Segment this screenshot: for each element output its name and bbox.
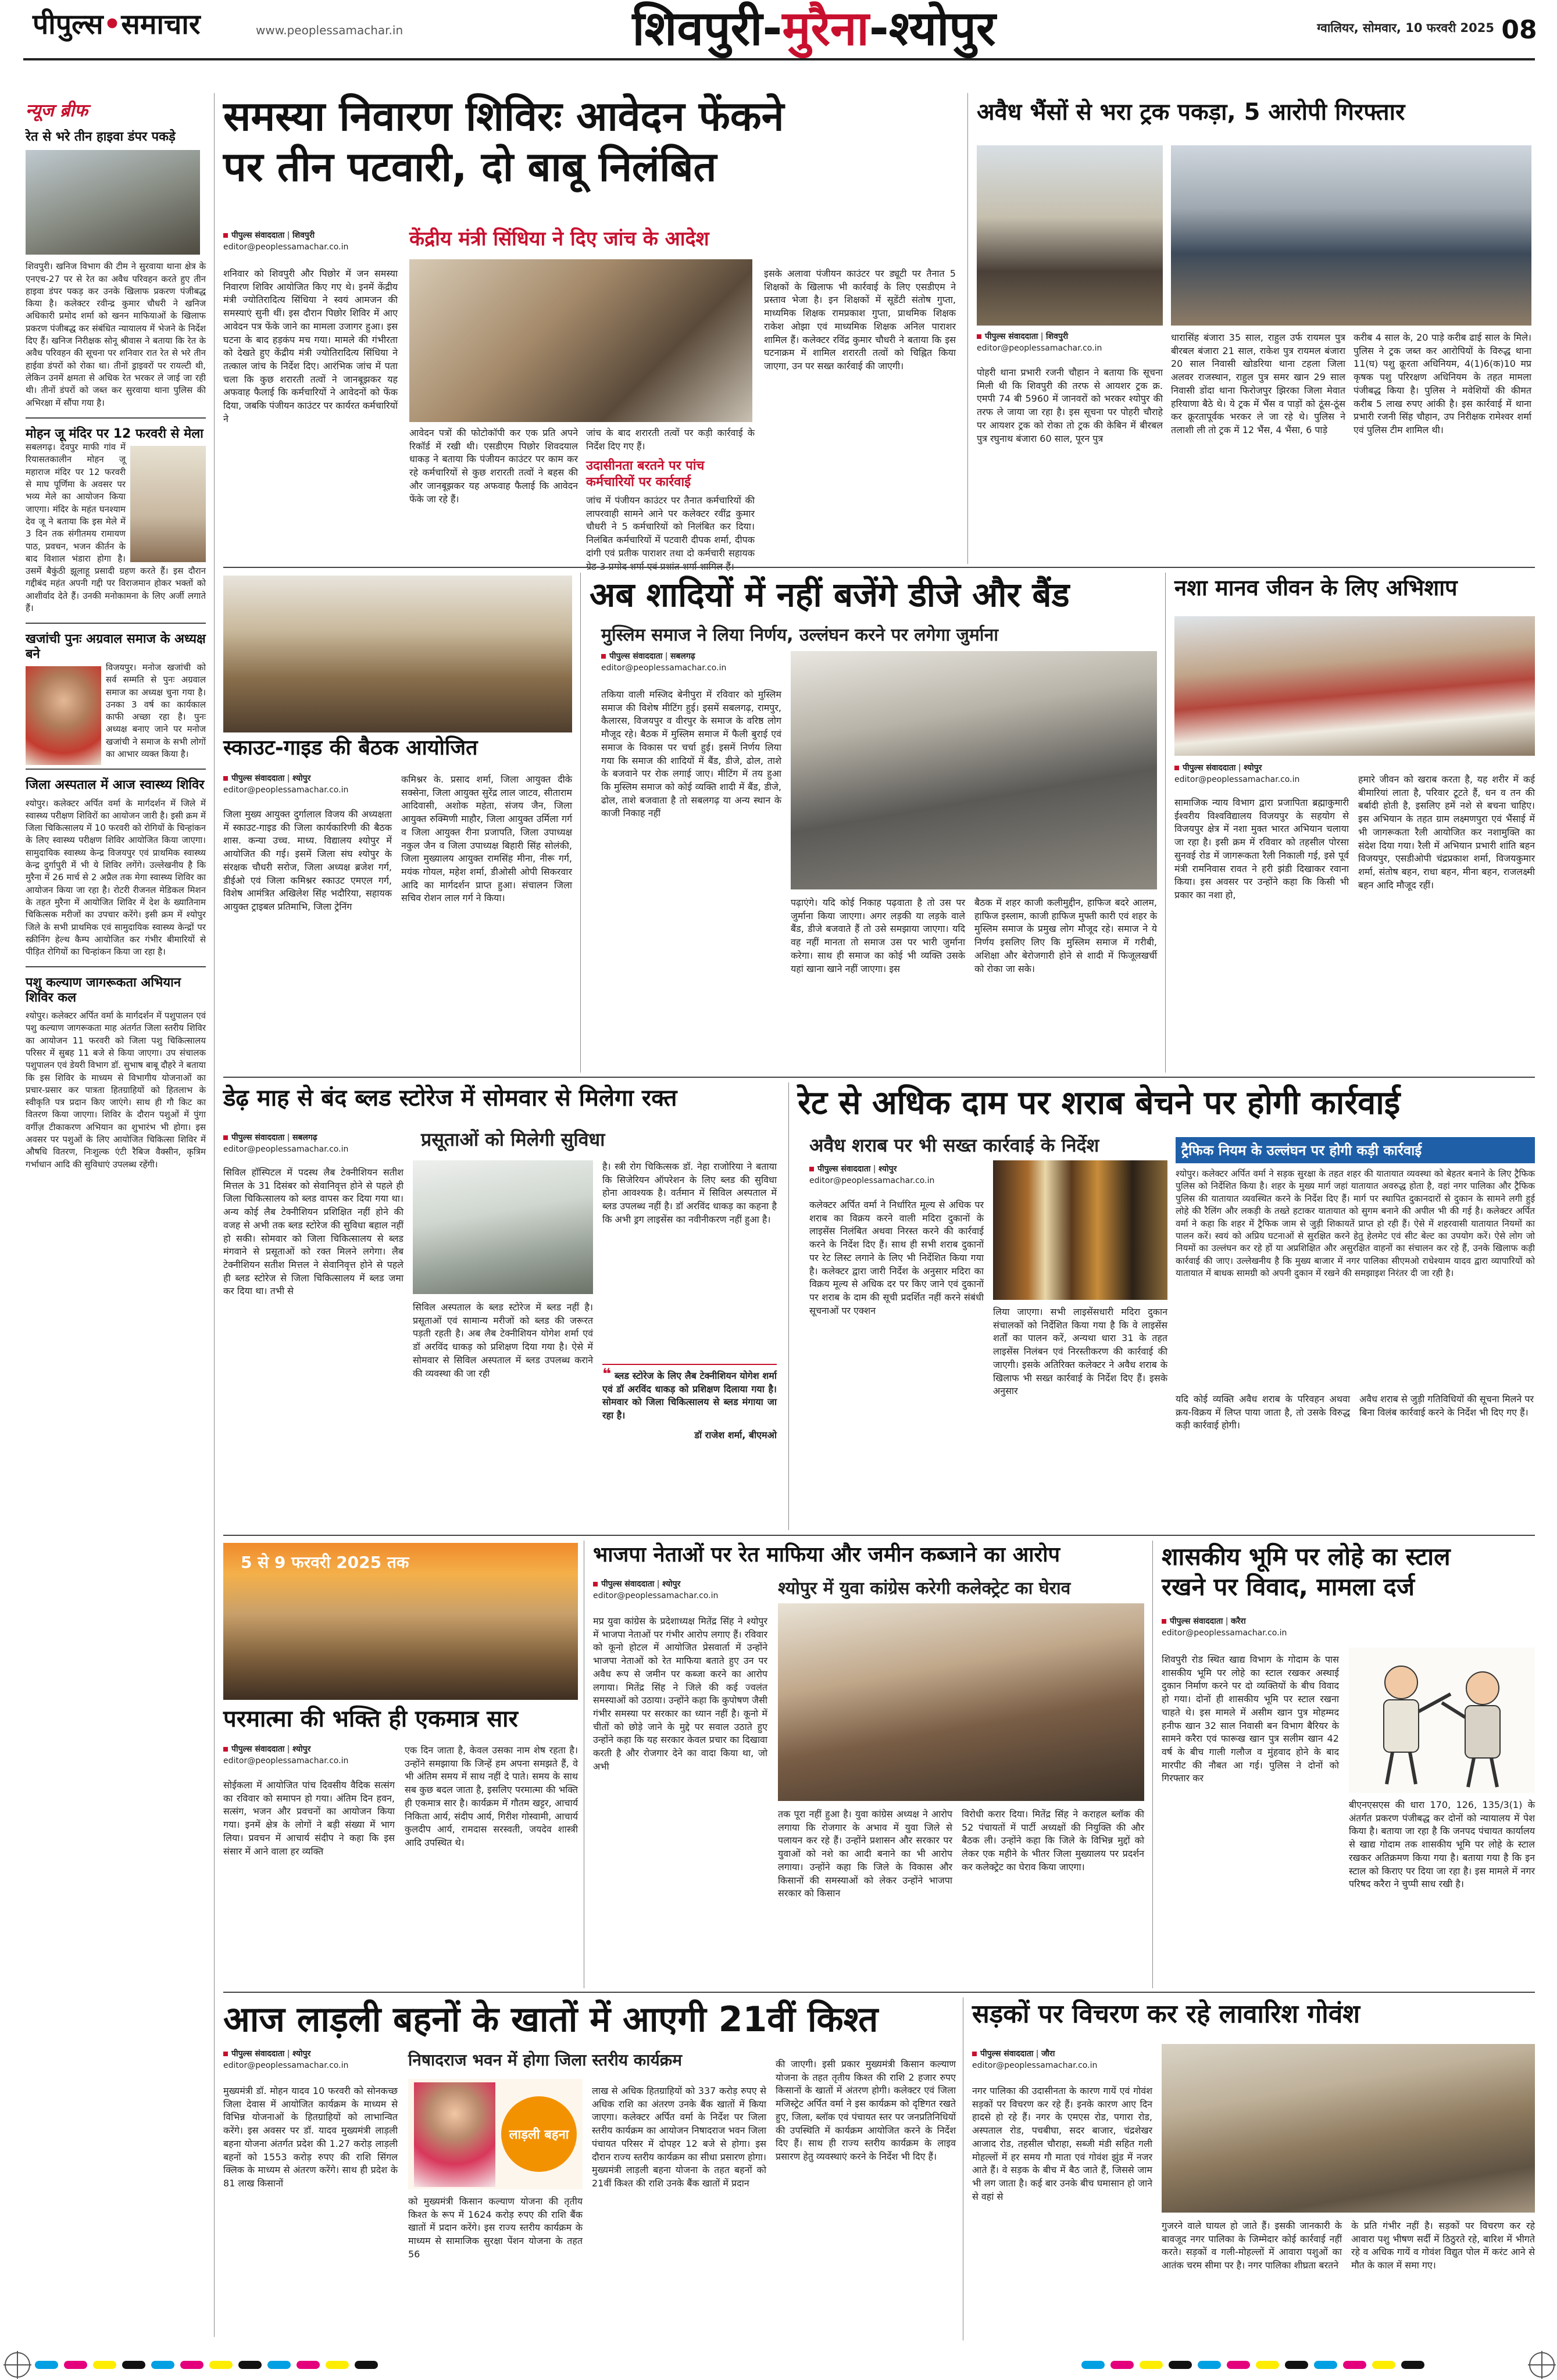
dj-byline: पीपुल्स संवाददाता | सबलगढ़ editor@peoplessamachar.co.in — [601, 651, 781, 674]
lead-subhead: केंद्रीय मंत्री सिंधिया ने दिए जांच के आदेश — [409, 227, 709, 251]
drugs-body-2: हमारे जीवन को खराब करता है, यह शरीर में कई बीमारियां लाता है, परिवार टूटते हैं, धन व तन की बर्बादी होती है, इसलिए हमें नशे से बचना चाहिए। इस अभियान के तहत ग्राम लक्ष्मणपुरा एवं भैंसाई में भी जागरूकता रैली आयोजित कर नशामुक्ति का संदेश दिया गया। रैली में अभियान प्रभारी शांति बहन विजयपुर, एसडीओपी चंद्रप्रकाश शर्मा, विजयकुमार शर्मा, संतोष बहन, राधा बहन, मीना बहन, राजलक्ष्मी बहन आदि मौजूद रहीं। — [1358, 774, 1535, 891]
stall-byline: पीपुल्स संवाददाता | करैरा editor@peoplessamachar.co.in — [1162, 1616, 1535, 1639]
dj-story — [590, 576, 1159, 1070]
byline-name: पीपुल्स संवाददाता — [223, 231, 284, 240]
byline-email: editor@peoplessamachar.co.in — [223, 785, 349, 795]
byline-name: पीपुल्स संवाददाता — [601, 652, 662, 661]
drugs-byline: पीपुल्स संवाददाता | श्योपुर editor@peoplessamachar.co.in — [1174, 763, 1535, 785]
blood-story — [223, 1085, 781, 1527]
blood-headline: डेढ़ माह से बंद ब्लड स्टोरेज में सोमवार से मिलेगा रक्त — [223, 1085, 677, 1112]
byline-name: पीपुल्स संवाददाता — [1174, 763, 1235, 773]
dj-body-2: पढ़ाएंगे। यदि कोई निकाह पढ़वाता है तो उस पर जुर्माना किया जाएगा। अगर लड़की या लड़के वाले बैंड, डीजे बजवाते हैं तो उसे समझाया जाएगा। यदि वह नहीं मानता तो समाज उस पर भारी जुर्माना करेगा। साथ ही समाज का कोई भी व्यक्ति उसके यहां खाना खाने नहीं जाएगा। इस — [791, 897, 965, 974]
blood-photo — [413, 1160, 593, 1294]
bjp-subhead: श्योपुर में युवा कांग्रेस करेगी कलेक्ट्रेट का घेराव — [778, 1578, 1071, 1599]
ladli-body-2: को मुख्यमंत्री किसान कल्याण योजना की तृतीय किश्त के रूप में 1624 करोड़ रुपए की राशि बैंक खातों में प्रदान करेंगे। इस राज्य स्तरीय कार्यक्रम के माध्यम से सामाजिक सुरक्षा पेंशन योजना के तहत 56 — [408, 2196, 583, 2260]
lead-story — [223, 93, 962, 558]
sidebar-rule — [214, 93, 215, 2337]
byline-name: पीपुल्स संवाददाता — [809, 1164, 870, 1174]
buffalo-story — [977, 99, 1535, 564]
drugs-story — [1174, 576, 1535, 1070]
brief-divider — [26, 417, 206, 419]
dj-body-1: तकिया वाली मस्जिद बेनीपुरा में रविवार को मुस्लिम समाज की विशेष मीटिंग हुई। इसमें सबलगढ़, रामपुर, कैलारस, विजयपुर व वीरपुर के समाज के वरिष्ठ लोग मौजूद रहे। बैठक में मुस्लिम समाज में फैली बुराई एवं समाज के विकास पर चर्चा हुई। इसमें निर्णय लिया गया कि समाज की शादियों में बैंड, डीजे, ढोल, ताशे के बजवाने पर रोक लगाई जाए। मीटिंग में तय हुआ कि मुस्लिम समाज को कोई व्यक्ति शादी में बैंड, डीजे, ढोल, ताशे बजवाता है तो सबलगढ़ या अन्य स्थान के काजी निकाह नहीं — [601, 689, 781, 819]
scout-byline: पीपुल्स संवाददाता | श्योपुर editor@peoplessamachar.co.in — [223, 773, 392, 796]
section-title-morena: मुरैना — [782, 1, 869, 56]
color-bar — [35, 2360, 477, 2372]
cows-story — [972, 2000, 1535, 2337]
byline-email: editor@peoplessamachar.co.in — [1174, 774, 1300, 784]
byline-name: पीपुल्स संवाददाता — [593, 1579, 654, 1589]
brief-photo-truck — [26, 150, 200, 255]
buffalo-body-2: धारासिंह बंजारा 35 साल, राहुल उर्फ रायमल पुत्र बीरबल बंजारा 21 साल, राकेश पुत्र रायमल बंजारा 20 साल निवासी खोडरिया थाना टहला जिला अलवर राजस्थान, राहुल पुत्र समर खान 29 साल निवासी डोंदा थाना फिरोजपुर झिरका जिला मेवात हरियाणा बैठे थे। ये ट्रक में भैंस व पाड़ों को ठूंस-ठूंस कर क्रूरतापूर्वक भरकर ले जा रहे थे। पुलिस ने तलाशी ली तो ट्रक में 12 भैंस, 4 भैंसा, 6 पाड़े — [1171, 332, 1345, 436]
brief-health-camp — [26, 778, 206, 958]
byline-place: सबलगढ़ — [292, 1133, 317, 1142]
ladli-logo — [408, 2079, 583, 2189]
blood-byline: पीपुल्स संवाददाता | सबलगढ़ editor@peoplessamachar.co.in — [223, 1132, 403, 1155]
buffalo-body-3: करीब 4 साल के, 20 पाड़े करीब ढाई साल के मिले। पुलिस ने ट्रक जब्त कर आरोपियों के विरुद्ध थाना 11(घ) पशु क्रूरता अधिनियम, 4(1)6(क)10 मप्र कृषक पशु परिरक्षण अधिनियम के तहत मामला पंजीबद्ध किया है। पुलिस ने मवेशियों की कीमत करीब 5 लाख रुपए आंकी है। इस कार्रवाई में थाना प्रभारी रजनी सिंह चौहान, उप निरीक्षक रामेश्वर शर्मा एवं पुलिस टीम शामिल थी। — [1354, 332, 1531, 436]
ladli-body-3: लाख से अधिक हितग्राहियों को 337 करोड़ रुपए से अधिक राशि का अंतरण उनके बैंक खातों में किया जाएगा। कलेक्टर अर्पित वर्मा के निर्देश पर जिला स्तरीय कार्यक्रम का आयोजन निषादराज भवन जिला पंचायत परिसर में दोपहर 12 बजे से होगा। इस दौरान राज्य स्तरीय कार्यक्रम का सीधा प्रसारण होगा। मुख्यमंत्री लाड़ली बहना योजना के तहत बहनों को 21वीं किश्त की राशि उनके बैंक खातों में प्रदान — [592, 2085, 766, 2189]
row3-rule — [223, 1535, 1535, 1536]
ladli-logo-badge: लाड़ली बहना — [501, 2096, 577, 2172]
lead-right-rule — [967, 93, 968, 564]
lead-body-col2b: जांच में पंजीयन काउंटर पर तैनात कर्मचारियों की लापरवाही सामने आने पर कलेक्टर रवींद्र कुमार चौधरी ने 5 कर्मचारियों को निलंबित कर दिया। निलंबित कर्मचारियों में पटवारी दीपक शर्मा, दीपक दांगी एवं प्रतीक पाराशर तथा दो कर्मचारी सहायक — [586, 495, 755, 559]
cows-photo — [1162, 2044, 1535, 2213]
news-brief-label: न्यूज ब्रीफ — [26, 101, 88, 121]
byline-place: जौरा — [1041, 2049, 1055, 2059]
buffalo-byline: पीपुल्स संवाददाता | शिवपुरी editor@peoplessamachar.co.in — [977, 331, 1163, 354]
stall-headline-1: शासकीय भूमि पर लोहे का स्टाल — [1162, 1542, 1451, 1571]
byline-email: editor@peoplessamachar.co.in — [1162, 1628, 1287, 1638]
spiritual-body-2: एक दिन जाता है, केवल उसका नाम शेष रहता है। उन्होंने समझाया कि जिन्हें हम अपना समझते हैं, वे भी अंतिम समय में साथ नहीं दे पाते। समय के साथ सब कुछ बदल जाता है, इसलिए परमात्मा की भक्ति ही एकमात्र सार है। कार्यक्रम में गौतम खट्टर, आचार्य निकिता आर्य, संदीप आर्य, गिरीश गोस्वामी, आचार्य कुलदीप आर्य, रामदास सरस्वती, जयदेव शास्त्री आदि उपस्थित थे। — [405, 1745, 578, 1849]
lead-byline: पीपुल्स संवाददाता | शिवपुरी editor@peoplessamachar.co.in — [223, 230, 398, 253]
brief-body: सबलगढ़। देवपुर माफी गांव में रियासतकालीन मोहन जू महाराज मंदिर पर 12 फरवरी से माघ पूर्णिमा के अवसर पर भव्य मेले का आयोजन किया जाएगा। मंदिर के महंत घनश्याम देव जू ने बताया कि इस मेले में 3 दिन तक संगीतमय रामायण पाठ, प्रवचन, भजन कीर्तन के बाद विशाल भंडारा होगा है। उसमें बैकुंठी झूलाहू प्रसादी ग्रहण करते हैं। इस दौरान गद्दीबंद महंत अपनी गद्दी पर विराजमान होकर भक्तों को आशीर्वाद देते हैं। उनकी मनोकामना के लिए अर्जी लगाते हैं। — [26, 442, 206, 614]
buffalo-photo-accused — [1171, 145, 1531, 326]
logo-part-1: पीपुल्स — [33, 8, 103, 41]
brief-body: श्योपुर। कलेक्टर अर्पित वर्मा के मार्गदर्शन में जिले में स्वास्थ्य परीक्षण शिविरों का आयोजन जारी है। इसी क्रम में जिला चिकित्सालय में 10 फरवरी को रोगियों के चिन्हांकन के लिए स्वास्थ्य परीक्षण शिविर आयोजित किया जाएगा। सामुदायिक स्वास्थ्य केन्द्र विजयपुर एवं प्राथमिक स्वास्थ्य केन्द्र दुर्गापुरी में भी ये शिविर लगेंगे। उल्लेखनीय है कि मुरैना में 26 मार्च से 2 अप्रैल तक मेगा स्वास्थ्य शिविर का आयोजन किया जा रहा है। रोटरी रीजनल मेडिकल मिशन के तहत मुरैना में आयोजित शिविर में देश के ख्यातिनाम चिकित्सक मरीजों का उपचार करेंगे। इसी क्रम में श्योपुर जिले के सभी प्राथमिक एवं सामुदायिक स्वास्थ्य केन्द्रों पर स्क्रीनिंग हेल्थ कैम्प आयोजित कर गंभीर बीमारियों से पीड़ित रोगियों का चिन्हांकन किया जा रहा है। — [26, 798, 206, 957]
bjp-body-2: तक पूरा नहीं हुआ है। युवा कांग्रेस अध्यक्ष ने आरोप लगाया कि रोजगार के अभाव में युवा जिले से पलायन कर रहे हैं। उन्होंने प्रशासन और सरकार पर युवाओं को नशे का आदी बनाने का भी आरोप लगाया। उन्होंने कहा कि जिले के विकास और किसानों की समस्याओं को लेकर उन्होंने भाजपा सरकार को किसान — [778, 1809, 952, 1899]
blood-right-rule — [788, 1082, 789, 1530]
dateline: ग्वालियर, सोमवार, 10 फरवरी 2025 — [1317, 21, 1494, 35]
stall-headline-2: रखने पर विवाद, मामला दर्ज — [1162, 1573, 1415, 1602]
byline-place: श्योपुर — [878, 1164, 897, 1174]
spiritual-photo — [223, 1543, 578, 1700]
scout-body-2: कमिश्नर के. प्रसाद शर्मा, जिला आयुक्त दीके सक्सेना, जिला आयुक्त सुरेंद्र लाल जाटव, सीताराम आदिवासी, अशोक महेता, संजय जैन, जिला आयुक्त रुक्मिणी माहौर, जिला आयुक्त उर्मिला गर्ग व जिला आयुक्त रीना प्रजापति, जिला उपाध्यक्ष नकुल जैन व जिला उपाध्यक्ष बिहारी सिंह सोलंकी, जिला मुख्यालय आयुक्त रामसिंह मीना, नीरू गर्ग, मयंक गोयल, महेश शर्मा, डीओसी ओपी सिकरवार आदि का मार्गदर्शन प्राप्त हुआ। संचालन जिला सचिव रोशन लाल गर्ग ने किया। — [401, 774, 572, 904]
dj-body-3: बैठक में शहर काजी कलीमुद्दीन, हाफिज बदरे आलम, हाफिज इस्लाम, काजी हाफिज मुफ्ती कारी एवं शहर के मुस्लिम समाज के प्रमुख लोग मौजूद रहे। समाज ने ये निर्णय इसलिए लिए कि मुस्लिम समाज में गरीबी, अशिक्षा और बेरोजगारी होने से शादी में फिजूलखर्ची को रोका जा सके। — [974, 897, 1157, 974]
byline-email: editor@peoplessamachar.co.in — [593, 1591, 719, 1600]
bjp-byline: पीपुल्स संवाददाता | श्योपुर editor@peoplessamachar.co.in — [593, 1579, 767, 1602]
buffalo-photo-herd — [977, 145, 1163, 326]
brief-title: रेत से भरे तीन हाइवा डंपर पकड़े — [26, 130, 176, 144]
byline-place: श्योपुर — [662, 1579, 681, 1589]
section-title-shivpuri: शिवपुरी- — [632, 1, 783, 56]
liquor-headline: रेट से अधिक दाम पर शराब बेचने पर होगी कार्रवाई — [798, 1084, 1401, 1122]
blood-quote-box — [602, 1364, 777, 1521]
buffalo-body-1: पोहरी थाना प्रभारी रजनी चौहान ने बताया कि सूचना मिली थी कि शिवपुरी की तरफ से आयशर ट्रक क्र. एमपी 74 बी 5960 में जानवरों को भरकर श्योपुर की तरफ ले जाया जा रहा है। इस सूचना पर पोहरी चौराहे पर आयशर ट्रक को रोका तो ट्रक की केबिन में बीरबल पुत्र रघुनाथ बंजारा 60 साल, पूरन पुत्र — [977, 367, 1163, 444]
fight-illustration-icon — [1349, 1648, 1535, 1793]
lead-headline-1: समस्या निवारण शिविरः आवेदन फेंकने — [223, 92, 784, 140]
liquor-body-3: यदि कोई व्यक्ति अवैध शराब के परिवहन अथवा क्रय-विक्रय में लिप्त पाया जाता है, तो उसके विरुद्ध कड़ी कार्रवाई होगी। — [1176, 1393, 1350, 1431]
brief-divider — [26, 966, 206, 967]
brief-body: विजयपुर। मनोज खजांची को सर्व सम्मति से पुनः अग्रवाल समाज का अध्यक्ष चुना गया है। उनका 3 वर्ष का कार्यकाल काफी अच्छा रहा है। पुनः अध्यक्ष बनाए जाने पर मनोज खजांची ने समाज के सभी लोगों का आभार व्यक्त किया है। — [106, 662, 206, 759]
liquor-story — [798, 1085, 1535, 1527]
brief-title: पशु कल्याण जागरूकता अभियान शिविर कल — [26, 975, 181, 1005]
paper-logo — [33, 8, 200, 41]
brief-mohan-fair — [26, 427, 206, 614]
byline-email: editor@peoplessamachar.co.in — [223, 2060, 349, 2070]
news-brief-sidebar — [26, 98, 206, 2330]
brief-body: श्योपुर। कलेक्टर अर्पित वर्मा के मार्गदर्शन में पशुपालन एवं पशु कल्याण जागरूकता माह अंतर्गत जिला स्तरीय शिविर का आयोजन 11 फरवरी को जिला पशु चिकित्सालय परिसर में सुबह 11 बजे से किया जाएगा। उप संचालक पशुपालन एवं डेयरी विभाग डॉ. सुभाष बाबू दौहरे ने बताया कि इस शिविर के माध्यम से विभागीय योजनाओं का प्रचार-प्रसार कर पात्रता हितग्राहियों को हितलाभ के स्वीकृति पत्र प्रदान किए जाएंगे। साथ ही गौ किट का वितरण किया जाएगा। शिविर के दौरान पशुओं में पुंगा वर्गीज़ टीकाकरण अभियान का शुभारंभ भी होगा। इस अवसर पर पशुओं के लिए आयोजित चिकित्सा शिविर में औषधि वितरण, निःशुल्क एंटी रैबिज वैक्सीन, कृत्रिम गर्भाधान आदि की सुविधाएं उपलब्ध रहेंगी। — [26, 1010, 206, 1170]
ladli-body-1: मुख्यमंत्री डॉ. मोहन यादव 10 फरवरी को सोनकच्छ जिला देवास में आयोजित कार्यक्रम के माध्यम से विभिन्न योजनाओं के हितग्राहियों को लाभान्वित करेंगे। इस अवसर पर डॉ. यादव मुख्यमंत्री लाड़ली बहना योजना अंतर्गत प्रदेश की 1.27 करोड़ लाड़ली बहनों को 1553 करोड़ रुपए की राशि सिंगल क्लिक के माध्यम से अंतरण करेंगे। साथ ही प्रदेश के 81 लाख किसानों — [223, 2085, 398, 2189]
byline-email: editor@peoplessamachar.co.in — [809, 1175, 935, 1185]
row1-rule — [223, 567, 1535, 568]
quote-author: डॉ राजेश शर्मा, बीएमओ — [694, 1429, 777, 1441]
byline-name: पीपुल्स संवाददाता — [223, 774, 284, 783]
masthead-underline — [23, 58, 1535, 60]
cows-byline: पीपुल्स संवाददाता | जौरा editor@peoplessamachar.co.in — [972, 2049, 1152, 2071]
ladli-byline: पीपुल्स संवाददाता | श्योपुर editor@peoplessamachar.co.in — [223, 2049, 398, 2071]
bjp-photo — [778, 1603, 1144, 1801]
spiritual-story — [223, 1543, 578, 1985]
dj-right-rule — [1165, 573, 1166, 1073]
liquor-body-4: अवैध शराब से जुड़ी गतिविधियों की सूचना मिलने पर बिना विलंब कार्रवाई करने के निर्देश भी दिए गए हैं। — [1359, 1393, 1534, 1418]
lead-headline-2: पर तीन पटवारी, दो बाबू निलंबित — [223, 142, 717, 191]
brief-divider — [26, 623, 206, 624]
drugs-body-1: सामाजिक न्याय विभाग द्वारा प्रजापिता ब्रह्माकुमारी ईश्वरीय विश्वविद्यालय विजयपुर के सहयोग से विजयपुर क्षेत्र में नशा मुक्त भारत अभियान चलाया जा रहा है। इसी क्रम में रविवार को तहसील पोरसा सुनवई रोड में जागरूकता रैली निकाली गई, इसे पूर्व मंत्री रामनिवास रावत ने हरी झंडी दिखाकर रवाना किया। इस अवसर पर उन्होंने कहा कि किसी भी प्रकार का नशा हो, — [1174, 797, 1349, 901]
quote-marker-icon: ❝ — [602, 1366, 612, 1383]
spiritual-body-1: सोईकला में आयोजित पांच दिवसीय वैदिक सत्संग का रविवार को समापन हो गया। अंतिम दिन हवन, सत्संग, भजन और प्रवचनों का आयोजन किया गया। इनमें क्षेत्र के लोगों ने बड़ी संख्या में भाग लिया। प्रवचन में आचार्य संदीप ने कहा कि इस संसार में आने वाला हर व्यक्ति — [223, 1779, 395, 1857]
ladli-story — [223, 2000, 956, 2337]
bjp-headline: भाजपा नेताओं पर रेत माफिया और जमीन कब्जाने का आरोप — [593, 1543, 1060, 1567]
byline-name: पीपुल्स संवाददाता — [223, 2049, 284, 2059]
blood-body-3: है। स्त्री रोग चिकित्सक डॉ. नेहा राजोरिया ने बताया कि सिजेरियन ऑपरेशन के लिए ब्लड की सुविधा होना आवश्यक है। वर्तमान में सिविल अस्पताल में ब्लड उपलब्ध नहीं है। डॉ अरविंद धाकड़ का कहना है कि अभी ड्रग लाइसेंस का नवीनीकरण नहीं हुआ है। — [602, 1161, 777, 1225]
byline-email: editor@peoplessamachar.co.in — [972, 2060, 1098, 2070]
liquor-subhead: अवैध शराब पर भी सख्त कार्रवाई के निर्देश — [809, 1134, 1099, 1156]
bjp-right-rule — [1152, 1541, 1153, 1988]
scout-photo — [223, 576, 572, 732]
page-number: 08 — [1501, 15, 1537, 45]
row4-rule — [223, 1992, 1535, 1993]
masthead — [0, 0, 1557, 64]
ladli-headline: आज लाड़ली बहनों के खातों में आएगी 21वीं किश्त — [223, 1999, 879, 2040]
color-bar — [1081, 2360, 1523, 2372]
brief-photo-temple — [130, 446, 206, 562]
row2-rule — [223, 1077, 1535, 1078]
brief-title: जिला अस्पताल में आज स्वास्थ्य शिविर — [26, 778, 205, 793]
byline-email: editor@peoplessamachar.co.in — [977, 343, 1102, 353]
lead-body-col2-top: जांच के बाद शरारती तत्वों पर कड़ी कार्रवाई के निर्देश दिए गए हैं। — [586, 427, 755, 452]
liquor-body-2: लिया जाएगा। सभी लाइसेंसधारी मदिरा दुकान संचालकों को निर्देशित किया गया है कि वे लाइसेंस शर्तों का पालन करें, अन्यथा धारा 31 के तहत लाइसेंस निलंबन एवं निरस्तीकरण की कार्रवाई की जाएगी। इसके अतिरिक्त कलेक्टर ने अवैध शराब के खिलाफ भी सख्त कार्रवाई के निर्देश दिए हैं। इसके अनुसार — [993, 1306, 1167, 1397]
byline-place: शिवपुरी — [1045, 332, 1069, 341]
lead-inner-heading: उदासीनता बरतने पर पांच कर्मचारियों पर कार्रवाई — [586, 459, 705, 489]
blood-body-2: सिविल अस्पताल के ब्लड स्टोरेज में ब्लड नहीं है। प्रसूताओं एवं सामान्य मरीजों को ब्लड की जरूरत पड़ती रहती है। अब लैब टेक्नीशियन योगेश शर्मा एवं डॉ अरविंद धाकड़ को प्रशिक्षण दिया गया है। ऐसे में सोमवार से सिविल अस्पताल में ब्लड उपलब्ध कराने की व्यवस्था की जा रही — [413, 1302, 593, 1379]
liquor-byline: पीपुल्स संवाददाता | श्योपुर editor@peoplessamachar.co.in — [809, 1164, 990, 1187]
lead-photo-continued: आवेदन पत्रों की फोटोकॉपी कर एक प्रति अपने रिकॉर्ड में रखी थी। एसडीएम पिछोर शिवदयाल धाकड़ ने बताया कि पंजीयन काउंटर पर काम कर रहे कर्मचारियों से कुछ शरारती तत्वों ने बहस की और जानबूझकर यह अफवाह फैलाई कि आवेदन फेंके जा रहे हैं। — [409, 427, 578, 505]
lead-photo — [409, 259, 752, 422]
dj-headline: अब शादियों में नहीं बजेंगे डीजे और बैंड — [590, 575, 1070, 614]
registration-mark-icon — [1529, 2352, 1555, 2378]
cows-headline: सड़कों पर विचरण कर रहे लावारिश गोवंश — [972, 1999, 1360, 2029]
byline-name: पीपुल्स संवाददाता — [977, 332, 1038, 341]
bjp-body-3: विरोधी करार दिया। मितेंद्र सिंह ने कराहल ब्लॉक की 52 पंचायतों में पार्टी अध्यक्षों की नियुक्ति की और बैठक ली। उन्होंने कहा कि जिले के विभिन्न मुद्दों को लेकर एक महीने के भीतर जिला मुख्यालय पर प्रदर्शन कर कलेक्ट्रेट का घेराव किया जाएगा। — [962, 1809, 1144, 1872]
traffic-box — [1176, 1137, 1535, 1387]
scout-body-1: जिला मुख्य आयुक्त दुर्गालाल विजय की अध्यक्षता में स्काउट-गाइड की जिला कार्यकारिणी की बैठक शास. कन्या उच्च. माध्य. विद्यालय श्योपुर में आयोजित की गई। इसमें जिला संघ श्योपुर के संरक्षक चौधरी सरोज, जिला अध्यक्ष ब्रजेश गर्ग, डीईओ एवं जिला कमिश्नर स्काउट एमएल गर्ग, विशेष आमंत्रित अखिलेश सिंह भदौरिया, सहायक आयुक्त ट्राइबल प्रतिमाभि, जिला ट्रेनिंग — [223, 809, 392, 913]
bjp-body-1: मप्र युवा कांग्रेस के प्रदेशाध्यक्ष मितेंद्र सिंह ने श्योपुर में भाजपा नेताओं पर गंभीर आरोप लगाए हैं। रविवार को कूनो होटल में आयोजित प्रेसवार्ता में उन्होंने भाजपा नेताओं को रेत माफिया बताते हुए उन पर अवैध रूप से जमीन पर कब्जा करने का आरोप लगाया। मितेंद्र सिंह ने जिले की कई ज्वलंत समस्याओं को उठाया। उन्होंने कहा कि कुपोषण जैसी गंभीर समस्या पर सरकार का ध्यान नहीं है। कूनो में चीतों को छोड़े जाने के मुद्दे पर सवाल उठाते हुए उन्होंने कहा कि यह सरकार केवल प्रचार का दिखावा करती है और रोजगार देने का वादा किया था, जो अभी — [593, 1616, 767, 1772]
registration-mark-icon — [5, 2352, 30, 2378]
brief-body: शिवपुरी। खनिज विभाग की टीम ने सुरवाया थाना क्षेत्र के एनएच-27 पर से रेत का अवैध परिवहन करते हुए तीन हाइवा डंपर पकड़ कर उनके खिलाफ प्रकरण पंजीबद्ध किया है। कलेक्टर रवीन्द्र कुमार चौधरी ने खनिज अधिकारी प्रमोद शर्मा को खनन माफियाओं के खिलाफ प्रकरण पंजीबद्ध कर संबंधित न्यायालय में भेजने के निर्देश दिए हैं। खनिज निरीक्षक सोनू श्रीवास ने बताया कि रेत के अवैध परिवहन की सूचना पर शनिवार रात रेत से भरे तीन हाईवा डंपरों को रोका था। तीनों ड्राइवरों पर रायल्टी थी, लेकिन उनमें क्षमता से अधिक रेत भरकर ले जाई जा रही थी। तीनों डंपरों को जब्त कर सुरवाया थाना पुलिस की अभिरक्षा में सौंपा गया है। — [26, 261, 206, 408]
byline-place: सबलगढ़ — [670, 652, 695, 661]
ladli-body-4: की जाएगी। इसी प्रकार मुख्यमंत्री किसान कल्याण योजना के तहत तृतीय किश्त की राशि 2 हजार रुपए किसानों के खातों में अंतरण होगी। कलेक्टर एवं जिला मजिस्ट्रेट अर्पित वर्मा ने इस कार्यक्रम को दृष्टिगत रखते हुए, जिला, ब्लॉक एवं पंचायत स्तर पर जनप्रतिनिधियों की उपस्थिति में कार्यक्रम आयोजित करने के निर्देश दिए हैं। साथ ही राज्य स्तरीय कार्यक्रम के लाइव प्रसारण हेतु व्यवस्थाएं करने के निर्देश भी दिए हैं। — [776, 2059, 956, 2163]
byline-place: शिवपुरी — [292, 231, 315, 240]
dj-photo — [791, 651, 1157, 889]
drugs-headline: नशा मानव जीवन के लिए अभिशाप — [1174, 575, 1458, 601]
lead-body-col3: इसके अलावा पंजीयन काउंटर पर ड्यूटी पर तैनात 5 शिक्षकों के खिलाफ भी कार्रवाई के लिए एसडीएम ने प्रस्ताव भेजा है। इन शिक्षकों में सूडेंटी संतोष गुप्ता, माध्यमिक शिक्षक रामप्रकाश गुप्ता, प्राथमिक शिक्षक राकेश ओझा एवं माध्यमिक शिक्षक अनिल पाराशर शामिल हैं। कलेक्टर रविंद्र कुमार चौधरी ने बताया कि इस घटनाक्रम में शामिल शरारती तत्वों को चिह्नित किया जाएगा, उन पर सख्त कार्रवाई की जाएगी। — [764, 268, 956, 372]
ladli-subhead: निषादराज भवन में होगा जिला स्तरीय कार्यक्रम — [408, 2050, 683, 2070]
cows-body-3: के प्रति गंभीर नहीं है। सड़कों पर विचरण कर रहे आवारा पशु भीषण सर्दी में ठिठुरते रहे, बारिश में भीगते रहे व अधिक गायें व गोवंश विद्युत पोल में करंट आने से मौत के काल में समा गए। — [1351, 2220, 1535, 2271]
traffic-body: श्योपुर। कलेक्टर अर्पित वर्मा ने सड़क सुरक्षा के तहत शहर की यातायात व्यवस्था को बेहतर बनाने के लिए ट्रैफिक पुलिस को निर्देशित किया है। शहर के मुख्य मार्ग जहां यातायात अवरुद्ध होता है, वहां नगर पालिका और ट्रैफिक पुलिस की यातायात व्यवस्थित करने के निर्देश दिए हैं। मार्ग पर स्थापित दुकानदारों से दुकान के सामने लगी हुई लोहे की रैलिंग और लकड़ी के तख्ते हटाकर यातायात को सुगम बनाने की अपील भी की गई है। कलेक्टर अर्पित वर्मा ने कहा कि शहर में ट्रैफिक जाम से जुड़ी शिकायतें प्राप्त हो रही हैं। ऐसे में शहरवासी यातायात नियमों का पालन करें। स्वयं को अप्रिय घटनाओं से सुरक्षित करने हेतु हेलमेट एवं सीट बेल्ट का उपयोग करें। ऐसे लोग जो नियमों का उल्लंघन कर रहे हों या अप्रशिक्षित और असुरक्षित वाहनों का संचालन कर रहे हैं, उनके खिलाफ कड़ी कार्रवाई की जाए। उल्लेखनीय है कि मुख्य बाजार में नगर पालिका सीएमओ राधेश्याम यादव द्वारा व्यापारियों को यातायात में बाधक सामग्री को अपनी दुकान में रखने की समझाइश निरंतर दी जा रही है। — [1176, 1168, 1535, 1279]
byline-place: श्योपुर — [292, 1745, 311, 1754]
cows-body-1: नगर पालिका की उदासीनता के कारण गायें एवं गोवंश सड़कों पर विचरण कर रहे हैं। इनके कारण आए दिन हादसे हो रहे हैं। नगर के एमएस रोड, पगारा रोड, अस्पताल रोड, पचबीघा, सदर बाजार, चंद्रशेखर आजाद रोड, तहसील चौराहा, सब्जी मंडी सहित गली मोहल्लों में हर समय गौ माता एवं गोवंश झुंड में नजर आते हैं। वे सड़क के बीच में बैठ जाते हैं, जिससे जाम भी लग जाता है। कई बार उनके बीच घमासान हो जाने से वहां से — [972, 2085, 1152, 2202]
dj-subhead: मुस्लिम समाज ने लिया निर्णय, उल्लंघन करने पर लगेगा जुर्माना — [601, 625, 998, 645]
traffic-headline: ट्रैफिक नियम के उल्लंघन पर होगी कड़ी कार्रवाई — [1176, 1137, 1535, 1163]
stall-story — [1162, 1543, 1535, 1985]
byline-place: करैरा — [1230, 1617, 1246, 1626]
website-url: www.peoplessamachar.in — [256, 23, 403, 37]
byline-name: पीपुल्स संवाददाता — [223, 1745, 284, 1754]
section-title-sheopur: -श्योपुर — [869, 1, 996, 56]
section-title — [523, 1, 1105, 57]
scout-right-rule — [580, 573, 581, 1073]
brief-divider — [26, 769, 206, 770]
byline-place: श्योपुर — [292, 774, 311, 783]
byline-name: पीपुल्स संवाददाता — [223, 1133, 284, 1142]
ladli-portrait — [414, 2082, 495, 2187]
brief-title: खजांची पुनः अग्रवाल समाज के अध्यक्ष बने — [26, 632, 206, 662]
stall-body-2: बीएनएसएस की धारा 170, 126, 135/3(1) के अंतर्गत प्रकरण पंजीबद्ध कर दोनों को न्यायालय में पेश किया है। बताया जा रहा है कि जनपद पंचायत कार्यालय से खाद्य गोदाम तक शासकीय भूमि पर लोहे के स्टाल रखकर अतिक्रमण किया गया है। बताया गया है कि इन स्टाल को किराए पर दिया जा रहा है। इस मामले में नगर परिषद करैरा ने चुप्पी साध रखी है। — [1349, 1799, 1535, 1890]
stall-body-1: शिवपुरी रोड स्थित खाद्य विभाग के गोदाम के पास शासकीय भूमि पर लोहे का स्टाल रखकर अस्थाई दुकान निर्माण करने पर दो व्यक्तियों के बीच विवाद हो गया। दोनों ही शासकीय भूमि पर स्टाल रखना चाहते थे। इस मामले में असीम खान पुत्र मोहम्मद हनीफ खान 32 साल निवासी बन विभाग बैरियर के सामने करैरा एवं फारूख खान पुत्र सलीम खान 42 वर्ष के बीच गाली गलौज व मुंहवाद होने के बाद मारपीट की नौबत आ गई। पुलिस ने दोनों को गिरफ्तार कर — [1162, 1654, 1339, 1784]
scout-story — [223, 576, 572, 1070]
scout-headline: स्काउट-गाइड की बैठक आयोजित — [223, 736, 478, 760]
lead-body-col1: शनिवार को शिवपुरी और पिछोर में जन समस्या निवारण शिविर आयोजित किए गए थे। इनमें केंद्रीय मंत्री ज्योतिरादित्य सिंधिया ने स्वयं आमजन की समस्याएं सुनी थीं। इस दौरान पिछोर शिविर में आए आवेदन पत्र फेंके जाने का मामला उजागर हुआ। इस घटना के बाद हड़कंप मच गया। मामले की गंभीरता को देखते हुए केंद्रीय मंत्री ज्योतिरादित्य सिंधिया ने तत्काल जांच के निर्देश दिए। आरंभिक जांच में पता चला कि कुछ शरारती तत्वों ने जानबूझकर यह अफवाह फैलाई कि कर्मचारियों ने आवेदनों को फेंक दिया, जबकि पंजीयन काउंटर पर कार्यरत कर्मचारियों ने — [223, 268, 398, 424]
blood-subhead: प्रसूताओं को मिलेगी सुविधा — [421, 1128, 605, 1150]
byline-email: editor@peoplessamachar.co.in — [223, 1144, 349, 1154]
quote-text: ब्लड स्टोरेज के लिए लैब टेक्नीशियन योगेश शर्मा एवं डॉ अरविंद धाकड़ को प्रशिक्षण दिलाया गया है। सोमवार को जिला चिकित्सालय से ब्लड मंगाया जा रहा है। — [602, 1370, 777, 1421]
liquor-body-1: कलेक्टर अर्पित वर्मा ने निर्धारित मूल्य से अधिक पर शराब का विक्रय करने वाली मदिरा दुकानों के लाइसेंस निलंबित अथवा निरस्त करने की कार्रवाई करने के निर्देश दिए हैं। साथ ही सभी शराब दुकानों पर रेट लिस्ट लगाने के लिए भी निर्देशित किया गया है। कलेक्टर द्वारा जारी निर्देश के अनुसार मदिरा का विक्रय मूल्य से अधिक दर पर किए जाने एवं दुकानों पर शराब के दाम की सूची प्रदर्शित नहीं करने संबंधी सूचनाओं पर एक्शन — [809, 1199, 984, 1316]
spiritual-banner-text: 5 से 9 फरवरी 2025 तक — [241, 1553, 409, 1572]
byline-email: editor@peoplessamachar.co.in — [601, 663, 727, 673]
bjp-story — [593, 1543, 1145, 1985]
blood-quote — [602, 1366, 777, 1423]
byline-email: editor@peoplessamachar.co.in — [223, 242, 349, 252]
spiritual-byline: पीपुल्स संवाददाता | श्योपुर editor@peoplessamachar.co.in — [223, 1744, 398, 1767]
liquor-photo — [993, 1160, 1167, 1300]
stall-illustration — [1349, 1648, 1535, 1793]
blood-body-1: सिविल हॉस्पिटल में पदस्थ लैब टेक्नीशियन सतीश मित्तल के 31 दिसंबर को सेवानिवृत्त होने से पहले ही जिला चिकित्सालय को ब्लड वापस कर दिया गया था। अन्य कोई लैब टेक्नीशियन प्रशिक्षित नहीं होने की वजह से अभी तक ब्लड स्टोरेज की सुविधा बहाल नहीं हो सकी। सोमवार को जिला चिकित्सालय से ब्लड मंगवाने से प्रसूताओं को रक्त मिलने लगेगा। लैब टेक्नीशियन सतीश मित्तल ने सेवानिवृत्त होने से पहले ही ब्लड स्टोरेज से जिला चिकित्सालय में ब्लड जमा कर दिया था। तभी से — [223, 1167, 403, 1297]
brief-photo-portrait — [26, 666, 101, 765]
byline-email: editor@peoplessamachar.co.in — [223, 1756, 349, 1766]
byline-name: पीपुल्स संवाददाता — [972, 2049, 1033, 2059]
logo-part-2: समाचार — [121, 8, 201, 41]
drugs-photo — [1174, 616, 1535, 756]
brief-sand-trucks — [26, 130, 206, 409]
byline-place: श्योपुर — [1243, 763, 1262, 773]
byline-place: श्योपुर — [292, 2049, 311, 2059]
brief-animal-welfare — [26, 975, 206, 1170]
spiritual-headline: परमात्मा की भक्ति ही एकमात्र सार — [223, 1706, 518, 1732]
buffalo-headline: अवैध भैंसों से भरा ट्रक पकड़ा, 5 आरोपी गिरफ्तार — [977, 99, 1405, 126]
brief-agrawal-samaj — [26, 632, 206, 760]
byline-name: पीपुल्स संवाददाता — [1162, 1617, 1223, 1626]
cows-body-2: गुजरने वाले घायल हो जाते हैं। इसकी जानकारी के बावजूद नगर पालिका के जिम्मेदार कोई कार्रवाई नहीं करते। सड़कों व गली-मोहल्लों में आवारा पशुओं का आतंक चरम सीमा पर है। नगर पालिका शीघ्रता बरतने — [1162, 2220, 1342, 2271]
brief-title: मोहन जू मंदिर पर 12 फरवरी से मेला — [26, 426, 203, 441]
logo-dot-icon: • — [103, 8, 122, 41]
